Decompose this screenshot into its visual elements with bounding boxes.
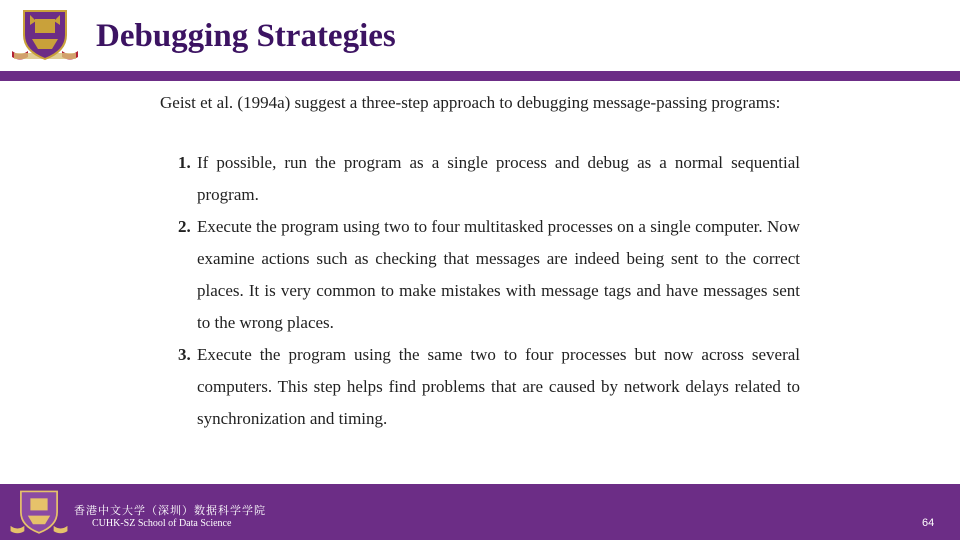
- step-number: 2.: [178, 217, 191, 236]
- step-number: 3.: [178, 345, 191, 364]
- slide-title: Debugging Strategies: [96, 18, 396, 54]
- list-item: [160, 211, 800, 339]
- university-crest-icon: [8, 488, 70, 538]
- page-number: 64: [922, 517, 935, 529]
- list-item: [160, 339, 800, 435]
- step-text: Execute the program using two to four multitasked processes on a single computer. Now examine actions such as checking that messages are indeed being sent to the correct places. It is very common to make mistakes with message tags and have messages sent to the wrong places.: [197, 217, 800, 332]
- footer-institution-english: CUHK-SZ School of Data Science: [92, 518, 232, 529]
- step-text: Execute the program using the same two to four processes but now across several computers. This step helps find problems that are caused by network delays related to synchronization and timing.: [197, 345, 800, 428]
- university-crest-icon: [10, 7, 80, 65]
- list-item: [160, 147, 800, 211]
- header-divider-bar: [0, 71, 960, 81]
- step-number: 1.: [178, 153, 191, 172]
- step-text: If possible, run the program as a single process and debug as a normal sequential program.: [197, 153, 800, 204]
- steps-list: [160, 147, 800, 435]
- footer-institution-chinese: 香港中文大学（深圳）数据科学学院: [74, 504, 266, 517]
- slide-body: [160, 87, 800, 435]
- footer-bar: [0, 484, 960, 540]
- intro-paragraph: Geist et al. (1994a) suggest a three-step approach to debugging message-passing programs:: [160, 93, 781, 112]
